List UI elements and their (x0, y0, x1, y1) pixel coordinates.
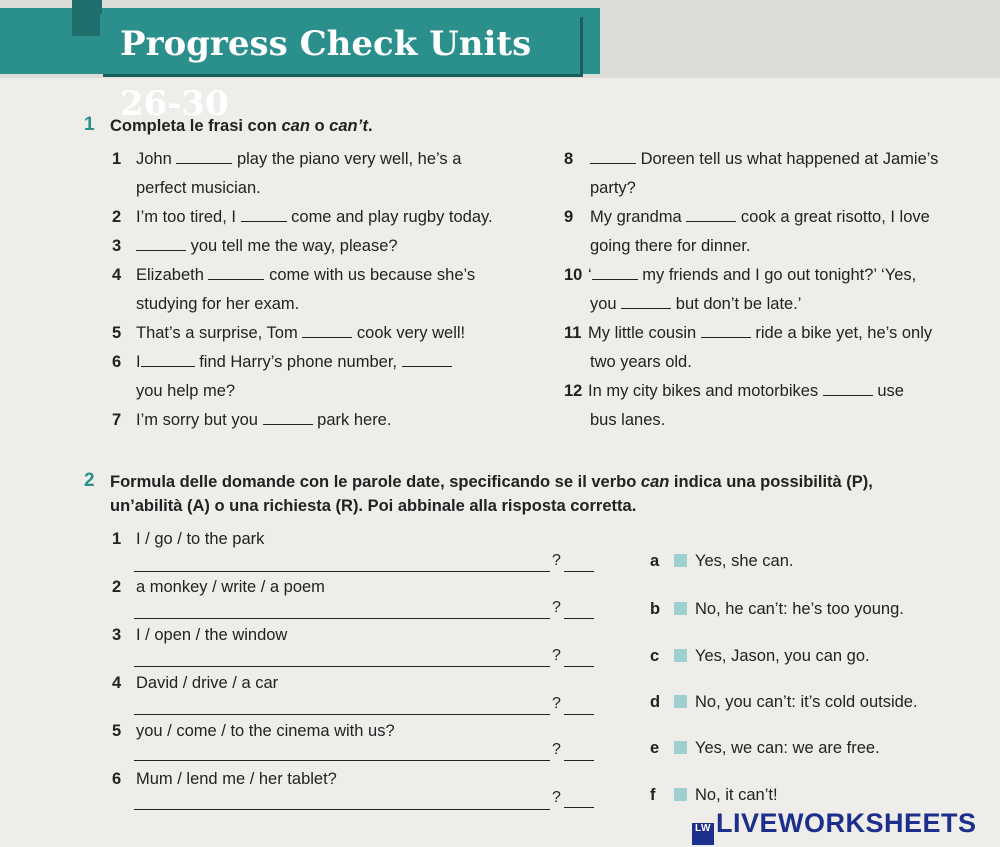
checkbox-square[interactable] (674, 788, 687, 801)
exercise-1-instruction: Completa le frasi con can o can’t. (110, 117, 373, 135)
type-blank[interactable] (564, 570, 594, 572)
sentence-2: 2 I’m too tired, I come and play rugby today. (112, 208, 493, 226)
type-blank[interactable] (564, 617, 594, 619)
exercise-1-number: 1 (84, 114, 95, 135)
sentence-9: 9 My grandma cook a great risotto, I love (564, 208, 930, 226)
sentence-3: 3 you tell me the way, please? (112, 237, 398, 255)
sentence-10-cont: you but don’t be late.’ (590, 295, 802, 313)
page-title: Progress Check Units 26-30 (100, 14, 580, 74)
response-f: f No, it can’t! (650, 786, 778, 804)
answer-line[interactable] (134, 713, 550, 715)
answer-blank[interactable] (590, 148, 636, 164)
answer-blank[interactable] (241, 206, 287, 222)
answer-line[interactable] (134, 808, 550, 810)
sentence-12: 12 In my city bikes and motorbikes use (564, 382, 904, 400)
question-mark: ? (552, 789, 561, 806)
question-mark: ? (552, 599, 561, 616)
prompt-2: 2 a monkey / write / a poem (112, 578, 325, 596)
banner-fold (72, 0, 102, 36)
liveworksheets-logo: LW LIVEWORKSHEETS (692, 808, 977, 845)
response-a: a Yes, she can. (650, 552, 794, 570)
answer-line[interactable] (134, 570, 550, 572)
checkbox-square[interactable] (674, 554, 687, 567)
answer-blank[interactable] (208, 264, 264, 280)
sentence-12-cont: bus lanes. (590, 411, 666, 429)
sentence-7: 7 I’m sorry but you park here. (112, 411, 392, 429)
response-e: e Yes, we can: we are free. (650, 739, 880, 757)
checkbox-square[interactable] (674, 602, 687, 615)
exercise-2-instruction-line-1: Formula delle domande con le parole date, specificando se il verbo can indica una possibilità (P), (110, 473, 873, 491)
type-blank[interactable] (564, 806, 594, 808)
answer-line[interactable] (134, 665, 550, 667)
checkbox-square[interactable] (674, 741, 687, 754)
answer-blank[interactable] (302, 322, 352, 338)
sentence-10: 10 ‘ my friends and I go out tonight?’ ‘Yes, (564, 266, 917, 284)
sentence-6: 6 I find Harry’s phone number, (112, 351, 452, 373)
answer-blank[interactable] (592, 264, 638, 280)
type-blank[interactable] (564, 713, 594, 715)
checkbox-square[interactable] (674, 695, 687, 708)
question-mark: ? (552, 647, 561, 664)
prompt-3: 3 I / open / the window (112, 626, 288, 644)
checkbox-square[interactable] (674, 649, 687, 662)
answer-blank[interactable] (686, 206, 736, 222)
response-c: c Yes, Jason, you can go. (650, 647, 870, 665)
question-mark: ? (552, 552, 561, 569)
type-blank[interactable] (564, 759, 594, 761)
sentence-8: 8 Doreen tell us what happened at Jamie’s (564, 150, 939, 168)
sentence-9-cont: going there for dinner. (590, 237, 751, 255)
response-d: d No, you can’t: it’s cold outside. (650, 693, 918, 711)
prompt-6: 6 Mum / lend me / her tablet? (112, 770, 337, 788)
answer-blank[interactable] (141, 351, 195, 367)
answer-blank[interactable] (136, 235, 186, 251)
question-mark: ? (552, 695, 561, 712)
answer-blank[interactable] (263, 409, 313, 425)
answer-line[interactable] (134, 617, 550, 619)
question-mark: ? (552, 741, 561, 758)
sentence-1: 1 John play the piano very well, he’s a (112, 150, 462, 168)
sentence-4-cont: studying for her exam. (136, 295, 300, 313)
answer-blank[interactable] (176, 148, 232, 164)
answer-blank[interactable] (402, 351, 452, 367)
sentence-11: 11 My little cousin ride a bike yet, he’s only (564, 324, 933, 342)
answer-blank[interactable] (621, 293, 671, 309)
sentence-8-cont: party? (590, 179, 636, 197)
exercise-2-number: 2 (84, 470, 95, 491)
exercise-2-instruction-line-2: un’abilità (A) o una richiesta (R). Poi abbinale alla risposta corretta. (110, 497, 637, 515)
prompt-1: 1 I / go / to the park (112, 530, 265, 548)
sentence-6-cont: you help me? (136, 382, 236, 400)
sentence-4: 4 Elizabeth come with us because she’s (112, 266, 476, 284)
answer-blank[interactable] (823, 380, 873, 396)
type-blank[interactable] (564, 665, 594, 667)
sentence-1-cont: perfect musician. (136, 179, 261, 197)
sentence-5: 5 That’s a surprise, Tom cook very well! (112, 324, 466, 342)
sentence-11-cont: two years old. (590, 353, 692, 371)
prompt-4: 4 David / drive / a car (112, 674, 279, 692)
prompt-5: 5 you / come / to the cinema with us? (112, 722, 395, 740)
response-b: b No, he can’t: he’s too young. (650, 600, 904, 618)
liveworksheets-icon: LW (692, 823, 714, 845)
answer-line[interactable] (134, 759, 550, 761)
answer-blank[interactable] (701, 322, 751, 338)
